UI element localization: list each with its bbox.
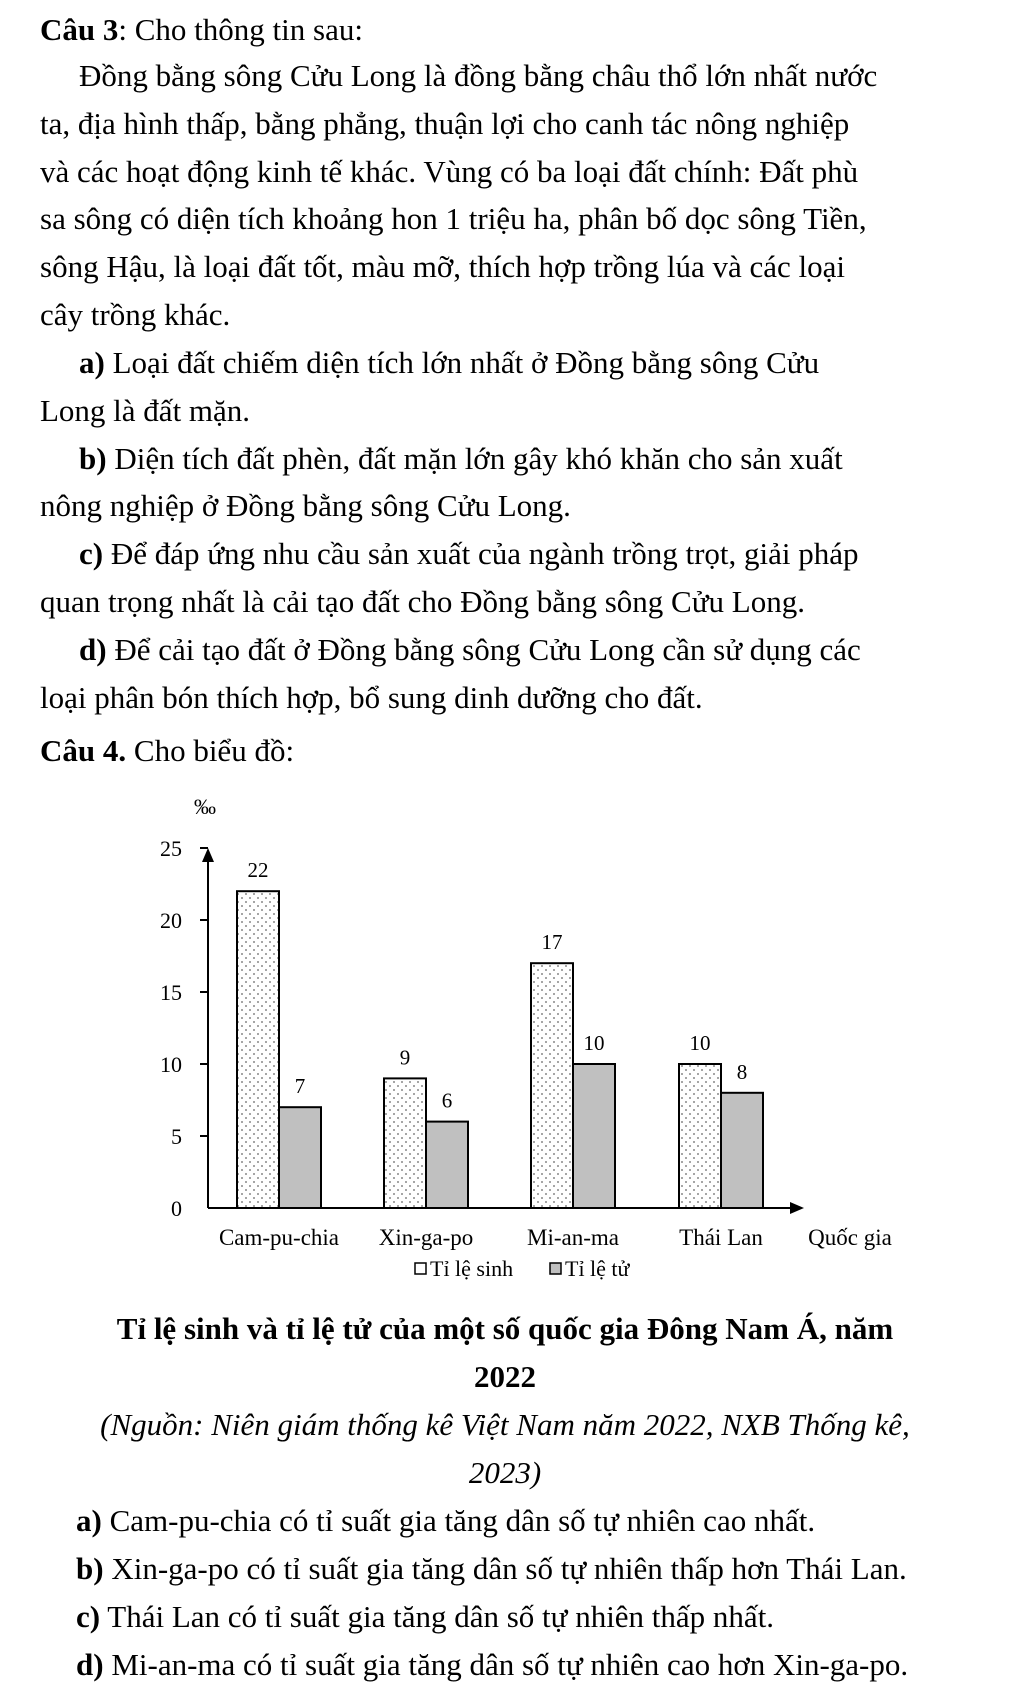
q3-option-b-cont: nông nghiệp ở Đồng bằng sông Cửu Long. xyxy=(40,488,571,523)
q4-option-a: a) Cam-pu-chia có tỉ suất gia tăng dân số tự nhiên cao nhất. xyxy=(76,1503,816,1538)
y-axis-unit-label: ‰ xyxy=(194,794,216,819)
chart-source-line-2: 2023) xyxy=(468,1455,542,1490)
death-rate-data-label: 8 xyxy=(736,1059,748,1084)
legend-label-birth-rate: Tỉ lệ sinh xyxy=(430,1256,514,1281)
q3-option-b: b) Diện tích đất phèn, đất mặn lớn gây khó khăn cho sản xuất xyxy=(79,441,843,476)
birth-rate-data-label: 22 xyxy=(247,858,269,883)
legend-swatch-birth-rate xyxy=(415,1263,426,1274)
q4-heading: Câu 4. Cho biểu đồ: xyxy=(40,733,295,768)
birth-rate-data-label: 9 xyxy=(399,1045,411,1070)
q3-para-line-6: cây trồng khác. xyxy=(40,297,231,332)
q3-option-c: c) Để đáp ứng nhu cầu sản xuất của ngành trồng trọt, giải pháp xyxy=(79,536,859,571)
q4-option-b: b) Xin-ga-po có tỉ suất gia tăng dân số tự nhiên thấp hơn Thái Lan. xyxy=(76,1551,907,1586)
x-axis-arrow xyxy=(790,1202,804,1214)
q3-para-line-1: Đồng bằng sông Cửu Long là đồng bằng châu thổ lớn nhất nước xyxy=(79,58,878,93)
q3-para-line-3: và các hoạt động kinh tế khác. Vùng có ba loại đất chính: Đất phù xyxy=(40,154,859,189)
birth-rate-bar xyxy=(679,1064,721,1208)
chart-source-line-1: (Nguồn: Niên giám thống kê Việt Nam năm 2022, NXB Thống kê, xyxy=(100,1407,910,1442)
x-axis-title: Quốc gia xyxy=(808,1225,892,1250)
birth-rate-data-label: 10 xyxy=(689,1031,711,1055)
q3-option-d: d) Để cải tạo đất ở Đồng bằng sông Cửu Long cần sử dụng các xyxy=(79,632,861,667)
legend-swatch-death-rate xyxy=(550,1263,561,1274)
chart-caption-line-1: Tỉ lệ sinh và tỉ lệ tử của một số quốc gia Đông Nam Á, năm xyxy=(116,1311,894,1346)
q3-option-d-cont: loại phân bón thích hợp, bổ sung dinh dưỡng cho đất. xyxy=(40,680,703,715)
x-tick-label: Mi-an-ma xyxy=(527,1225,619,1250)
y-tick-label: 15 xyxy=(160,980,182,1005)
q3-para-line-2: ta, địa hình thấp, bằng phẳng, thuận lợi cho canh tác nông nghiệp xyxy=(40,106,850,141)
death-rate-bar xyxy=(573,1064,615,1208)
death-rate-bar xyxy=(721,1093,763,1208)
x-tick-label: Xin-ga-po xyxy=(378,1225,474,1250)
birth-rate-bar xyxy=(237,891,279,1208)
y-tick-label: 25 xyxy=(160,836,182,861)
chart-caption-line-2: 2022 xyxy=(474,1359,536,1394)
birth-rate-bar xyxy=(384,1078,426,1208)
y-tick-label: 20 xyxy=(160,908,182,933)
q3-option-a-cont: Long là đất mặn. xyxy=(40,393,251,428)
birth-rate-data-label: 17 xyxy=(541,930,563,955)
death-rate-data-label: 7 xyxy=(294,1074,306,1099)
birth-rate-bar xyxy=(531,963,573,1208)
q3-option-c-cont: quan trọng nhất là cải tạo đất cho Đồng bằng sông Cửu Long. xyxy=(40,584,805,619)
death-rate-data-label: 10 xyxy=(583,1031,605,1055)
legend-label-death-rate: Tỉ lệ tử xyxy=(565,1256,630,1281)
q3-heading: Câu 3: Cho thông tin sau: xyxy=(40,12,363,47)
death-rate-data-label: 6 xyxy=(441,1088,453,1113)
y-tick-label: 0 xyxy=(171,1196,182,1221)
q3-option-a: a) Loại đất chiếm diện tích lớn nhất ở Đồng bằng sông Cửu xyxy=(79,345,820,380)
q3-para-line-4: sa sông có diện tích khoảng hon 1 triệu ha, phân bố dọc sông Tiền, xyxy=(40,201,867,236)
death-rate-bar xyxy=(279,1107,321,1208)
q4-option-d: d) Mi-an-ma có tỉ suất gia tăng dân số tự nhiên cao hơn Xin-ga-po. xyxy=(76,1647,909,1682)
y-tick-label: 10 xyxy=(160,1052,182,1077)
x-tick-label: Cam-pu-chia xyxy=(218,1225,340,1250)
q4-option-c: c) Thái Lan có tỉ suất gia tăng dân số tự nhiên thấp nhất. xyxy=(76,1599,775,1634)
x-tick-label: Thái Lan xyxy=(679,1225,763,1250)
y-tick-label: 5 xyxy=(171,1124,182,1149)
q3-para-line-5: sông Hậu, là loại đất tốt, màu mỡ, thích hợp trồng lúa và các loại xyxy=(40,249,846,284)
chart-body xyxy=(160,836,892,1281)
y-axis-arrow xyxy=(202,848,214,862)
death-rate-bar xyxy=(426,1122,468,1208)
